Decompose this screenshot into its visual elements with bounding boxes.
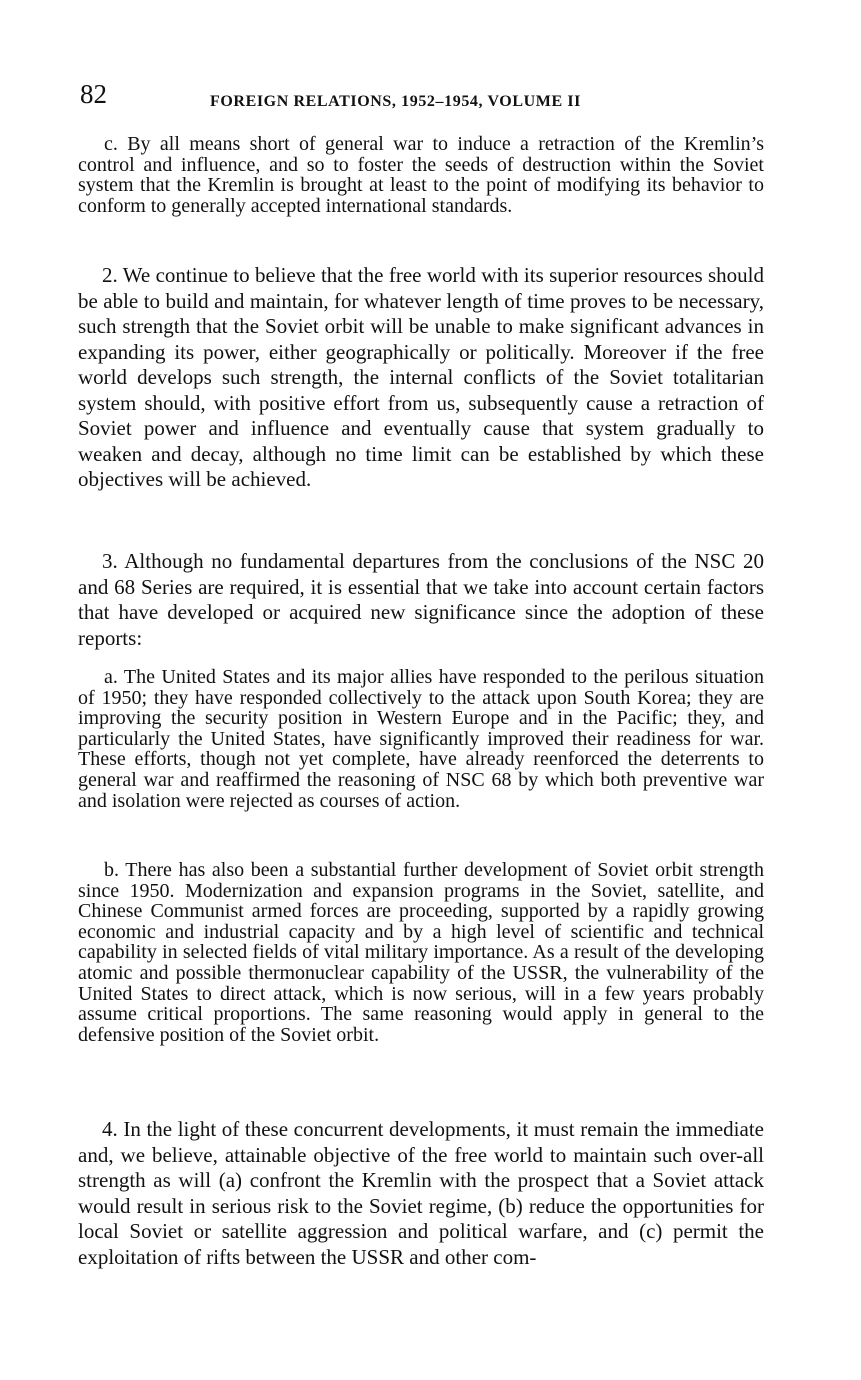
paragraph-4: 4. In the light of these concurrent developments, it must remain the immediate and, we believe, attainable objective of the free world to maintain such over-all strength as will (a) confront the Kremlin with the prospect that a Soviet attack would result in serious risk to the Soviet regime, (b) reduce the opportunities for local Soviet or satellite aggression and political warfare, and (c) permit the exploitation of rifts between the USSR and other com- [78,1117,764,1269]
paragraph-c: c. By all means short of general war to induce a retraction of the Kremlin’s control and influence, and so to foster the seeds of destruction within the Soviet system that the Kremlin is brought at least to the point of modifying its behavior to conform to generally accepted international standards. [78,133,764,217]
running-head: FOREIGN RELATIONS, 1952–1954, VOLUME II [210,93,581,110]
page-number: 82 [80,79,107,109]
paragraph-2: 2. We continue to believe that the free world with its superior resources should be able to build and maintain, for whatever length of time proves to be necessary, such strength that the Soviet orbit will be unable to make significant advances in expanding its power, either geographically or politically. Moreover if the free world develops such strength, the internal conflicts of the Soviet totalitarian system should, with positive effort from us, subsequently cause a retraction of Soviet power and influence and eventually cause that system gradually to weaken and decay, although no time limit can be established by which these objectives will be achieved. [78,263,764,491]
paragraph-3a: a. The United States and its major allies have responded to the perilous situation of 1950; they have responded collectively to the attack upon South Korea; they are improving the security position in Western Europe and in the Pacific; they, and particularly the United States, have significantly improved their readiness for war. These efforts, though not yet complete, have already reenforced the deterrents to general war and reaffirmed the reasoning of NSC 68 by which both preventive war and isolation were rejected as courses of action. [78,666,764,812]
paragraph-3: 3. Although no fundamental departures from the conclusions of the NSC 20 and 68 Series are required, it is essential that we take into account certain factors that have developed or acquired new significance since the adoption of these reports: [78,549,764,650]
paragraph-3b: b. There has also been a substantial further development of Soviet orbit strength since 1950. Modernization and expansion programs in the Soviet, satellite, and Chinese Communist armed forces are proceeding, supported by a rapidly growing economic and industrial capacity and by a high level of scientific and technical capability in selected fields of vital military importance. As a result of the developing atomic and possible thermonuclear capability of the USSR, the vulnerability of the United States to direct attack, which is now serious, will in a few years probably assume critical proportions. The same reasoning would apply in general to the defensive position of the Soviet orbit. [78,859,764,1046]
